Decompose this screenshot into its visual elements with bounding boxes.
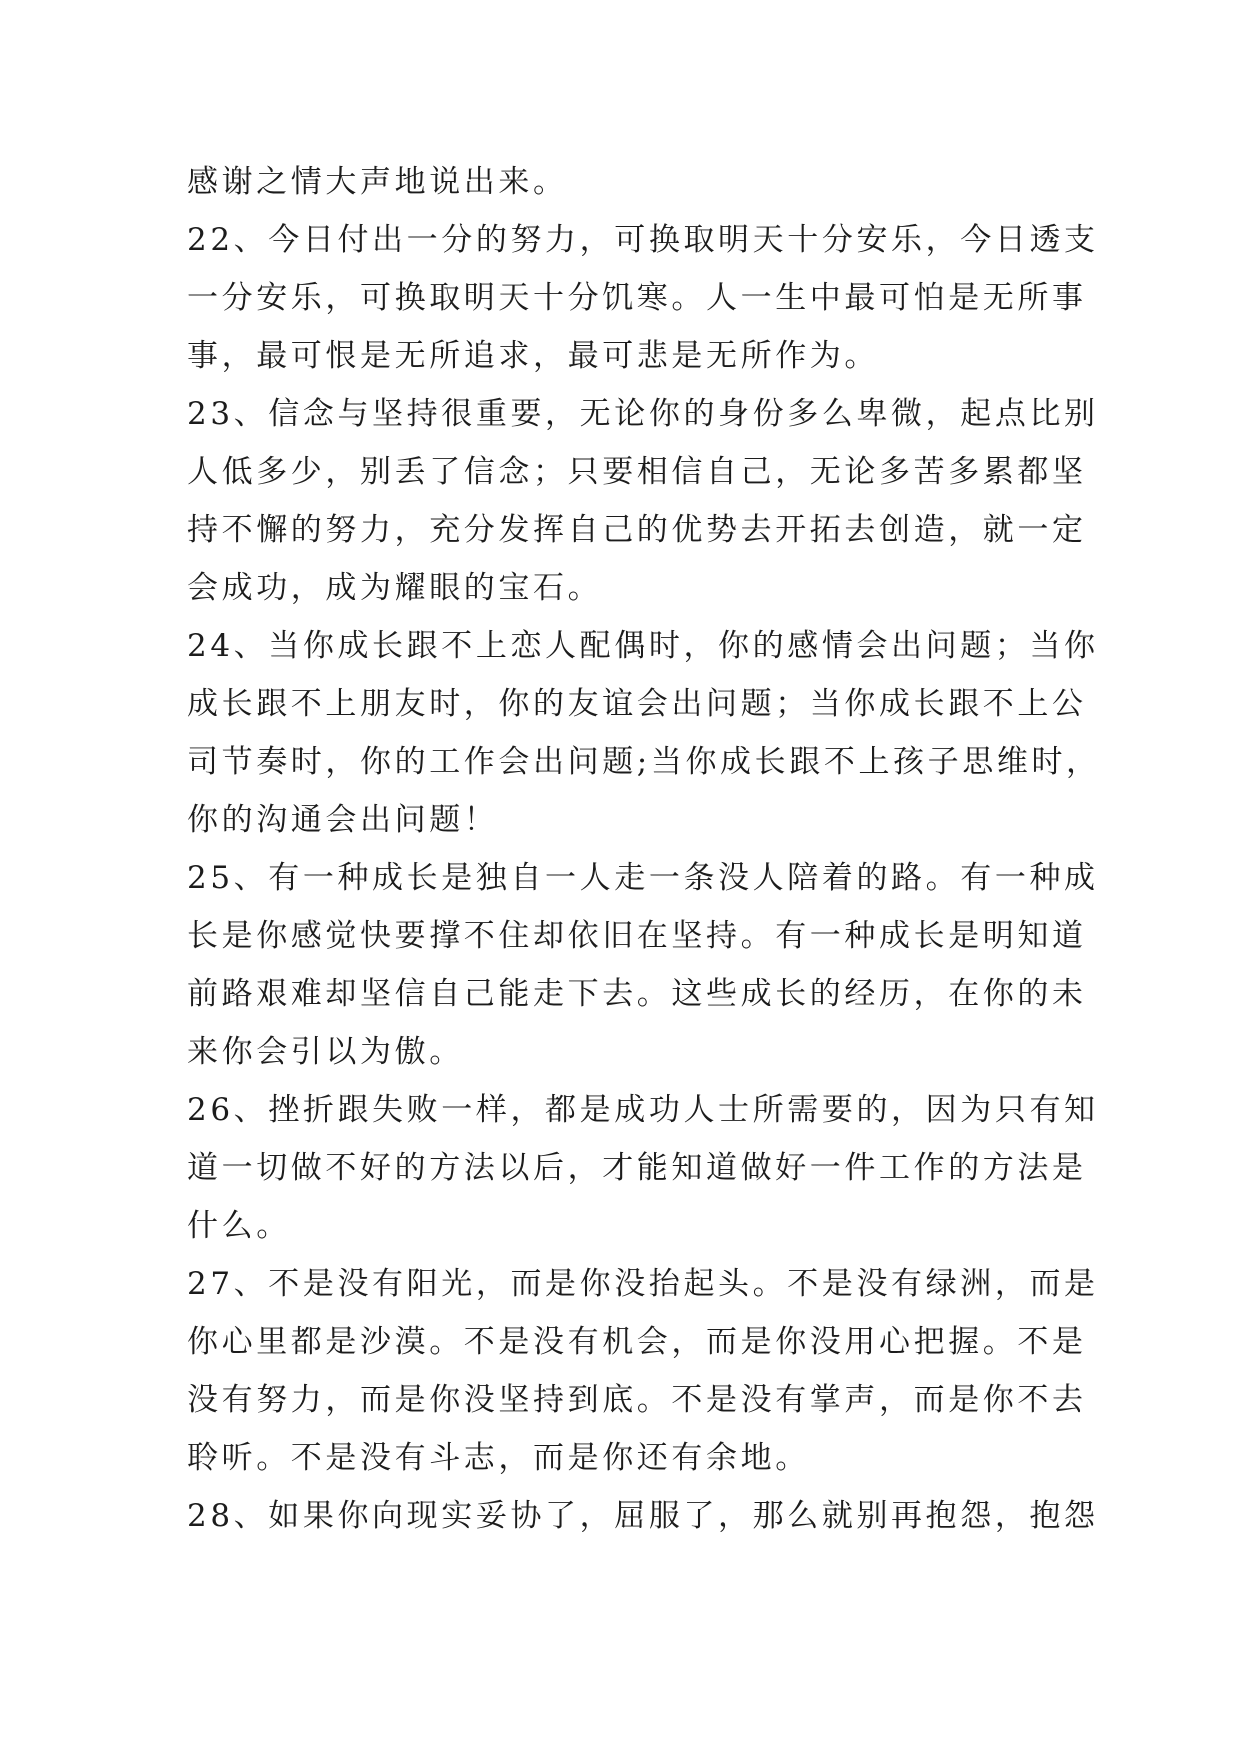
text-line: 什么。 (187, 1208, 291, 1244)
text-line: 感谢之情大声地说出来。 (187, 164, 568, 200)
text-line: 22、今日付出一分的努力，可换取明天十分安乐，今日透支 (187, 222, 1099, 258)
text-line: 司节奏时，你的工作会出问题;当你成长跟不上孩子思维时， (187, 744, 1101, 780)
text-line: 聆听。不是没有斗志，而是你还有余地。 (187, 1440, 810, 1476)
text-line: 没有努力，而是你没坚持到底。不是没有掌声，而是你不去 (187, 1382, 1087, 1418)
text-line: 24、当你成长跟不上恋人配偶时，你的感情会出问题；当你 (187, 628, 1099, 664)
text-line: 一分安乐，可换取明天十分饥寒。人一生中最可怕是无所事 (187, 280, 1087, 316)
text-line: 前路艰难却坚信自己能走下去。这些成长的经历，在你的未 (187, 976, 1087, 1012)
text-line: 27、不是没有阳光，而是你没抬起头。不是没有绿洲，而是 (187, 1266, 1099, 1302)
text-line: 成长跟不上朋友时，你的友谊会出问题；当你成长跟不上公 (187, 686, 1087, 722)
text-line: 你心里都是沙漠。不是没有机会，而是你没用心把握。不是 (187, 1324, 1087, 1360)
text-line: 25、有一种成长是独自一人走一条没人陪着的路。有一种成 (187, 860, 1099, 896)
text-line: 来你会引以为傲。 (187, 1034, 464, 1070)
text-line: 会成功，成为耀眼的宝石。 (187, 570, 603, 606)
text-line: 你的沟通会出问题！ (187, 802, 499, 838)
text-line: 人低多少，别丢了信念；只要相信自己，无论多苦多累都坚 (187, 454, 1087, 490)
body-text (187, 153, 1101, 1545)
text-line: 26、挫折跟失败一样，都是成功人士所需要的，因为只有知 (187, 1092, 1099, 1128)
text-line: 持不懈的努力，充分发挥自己的优势去开拓去创造，就一定 (187, 512, 1087, 548)
text-line: 道一切做不好的方法以后，才能知道做好一件工作的方法是 (187, 1150, 1087, 1186)
text-line: 28、如果你向现实妥协了，屈服了，那么就别再抱怨，抱怨 (187, 1498, 1099, 1534)
text-line: 长是你感觉快要撑不住却依旧在坚持。有一种成长是明知道 (187, 918, 1087, 954)
text-line: 事，最可恨是无所追求，最可悲是无所作为。 (187, 338, 879, 374)
text-line: 23、信念与坚持很重要，无论你的身份多么卑微，起点比别 (187, 396, 1099, 432)
